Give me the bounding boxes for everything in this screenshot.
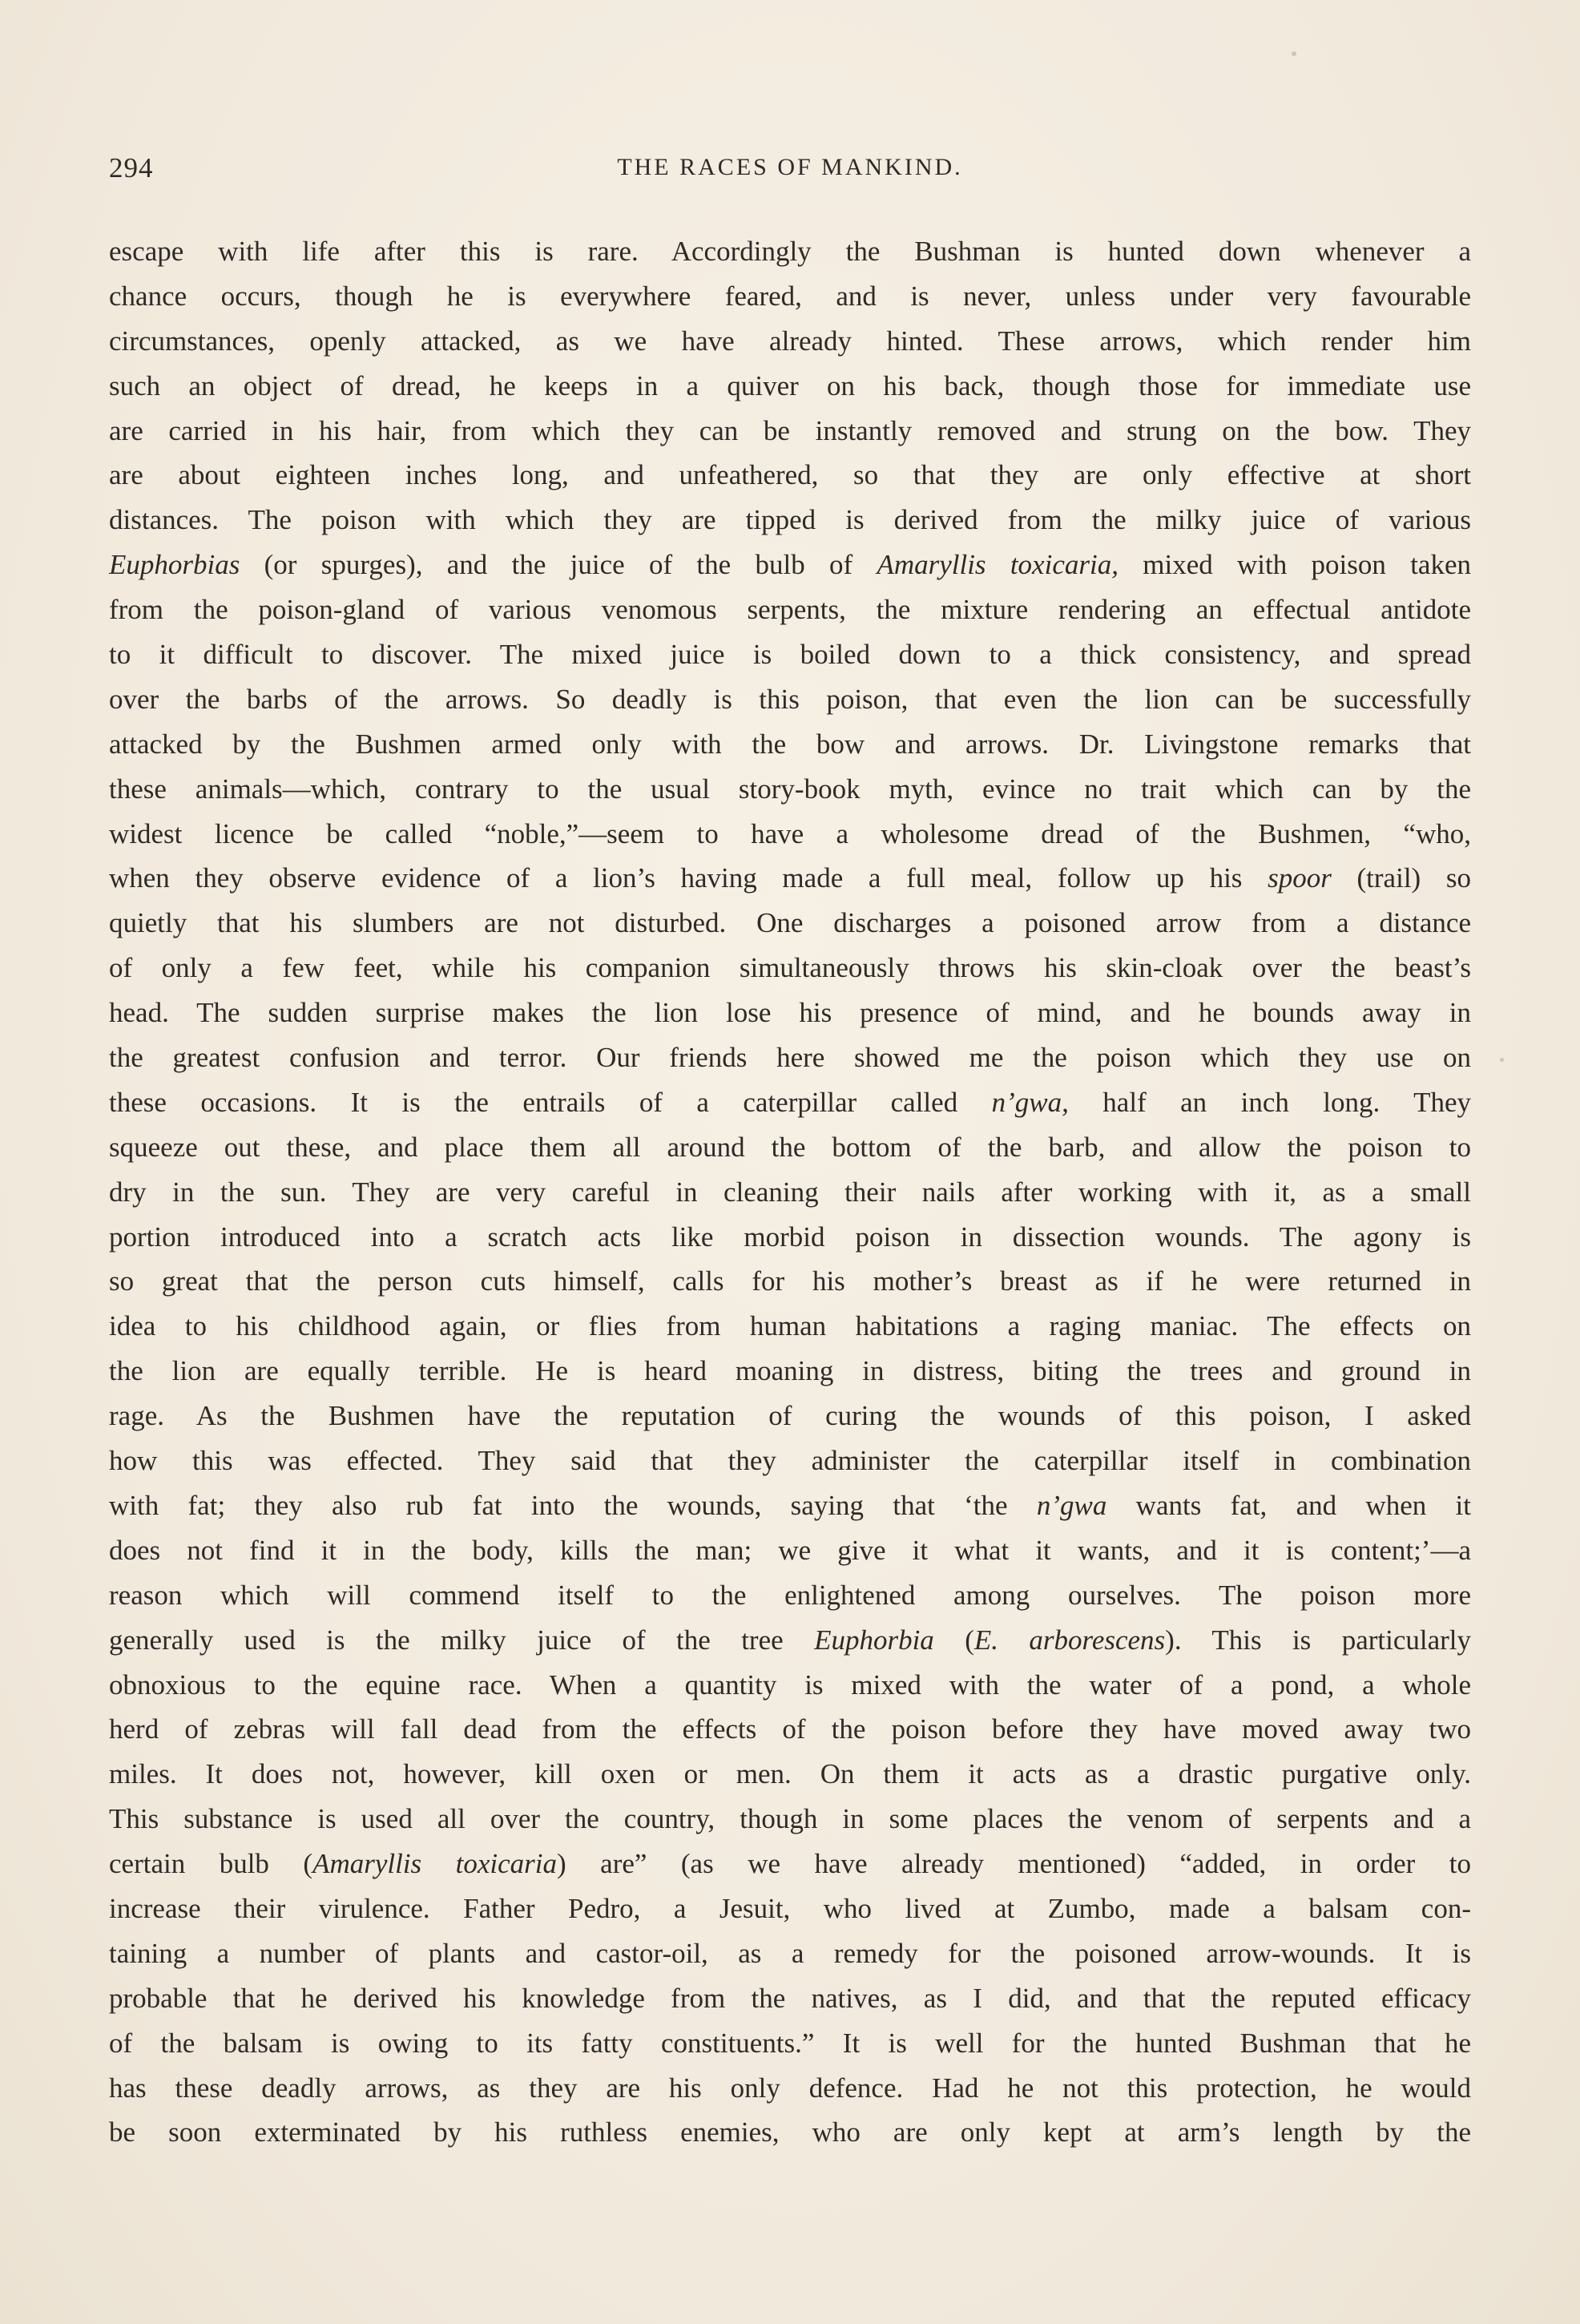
- text-segment: generally used is the milky juice of the tree: [109, 1624, 815, 1656]
- text-segment: be soon exterminated by his ruthless enemies, who are only kept at arm’s length by the: [109, 2116, 1471, 2148]
- text-segment: distances. The poison with which they are tipped is derived from the milky juice of various: [109, 504, 1471, 536]
- text-line: [109, 2066, 1471, 2111]
- text-line: [109, 1394, 1471, 1438]
- text-segment: when they observe evidence of a lion’s having made a full meal, follow up his: [109, 862, 1268, 894]
- text-line: [109, 1349, 1471, 1394]
- text-segment: does not find it in the body, kills the man; we give it what it wants, and it is content;’—a: [109, 1534, 1471, 1566]
- text-segment: to it difficult to discover. The mixed juice is boiled down to a thick consistency, and spread: [109, 639, 1471, 671]
- text-segment: are about eighteen inches long, and unfeathered, so that they are only effective at short: [109, 459, 1471, 491]
- text-segment: these occasions. It is the entrails of a caterpillar called: [109, 1086, 992, 1118]
- italic-term: spoor: [1268, 862, 1332, 894]
- text-segment: (trail) so: [1331, 862, 1471, 894]
- text-line: [109, 1259, 1471, 1304]
- text-line: [109, 812, 1471, 857]
- text-segment: taining a number of plants and castor-oil, as a remedy for the poisoned arrow-wounds. It is: [109, 1937, 1471, 1969]
- text-line: [109, 901, 1471, 946]
- text-line: [109, 1707, 1471, 1752]
- text-segment: so great that the person cuts himself, calls for his mother’s breast as if he were returned in: [109, 1265, 1471, 1297]
- text-segment: chance occurs, though he is everywhere feared, and is never, unless under very favourable: [109, 280, 1471, 312]
- text-segment: the greatest confusion and terror. Our friends here showed me the poison which they use on: [109, 1042, 1471, 1074]
- text-segment: widest licence be called “noble,”—seem to have a wholesome dread of the Bushmen, “who,: [109, 817, 1471, 849]
- text-line: [109, 274, 1471, 319]
- text-segment: mixed with poison taken: [1118, 549, 1471, 581]
- text-line: [109, 722, 1471, 767]
- text-segment: portion introduced into a scratch acts like morbid poison in dissection wounds. The agony is: [109, 1221, 1471, 1253]
- text-line: [109, 2110, 1471, 2155]
- paper-speck: [1292, 51, 1296, 56]
- text-segment: miles. It does not, however, kill oxen or men. On them it acts as a drastic purgative only.: [109, 1758, 1471, 1790]
- text-segment: of only a few feet, while his companion simultaneously throws his skin-cloak over the beast’s: [109, 952, 1471, 984]
- italic-term: n’gwa,: [991, 1086, 1069, 1118]
- text-segment: such an object of dread, he keeps in a quiver on his back, though those for immediate use: [109, 369, 1471, 401]
- text-line: [109, 1797, 1471, 1842]
- text-segment: herd of zebras will fall dead from the effects of the poison before they have moved away two: [109, 1713, 1471, 1745]
- text-line: [109, 1125, 1471, 1170]
- italic-term: E. arborescens: [973, 1624, 1166, 1656]
- text-line: [109, 1752, 1471, 1797]
- text-segment: (or spurges), and the juice of the bulb of: [240, 549, 877, 581]
- text-segment: quietly that his slumbers are not disturbed. One discharges a poisoned arrow from a distance: [109, 907, 1471, 939]
- text-line: [109, 319, 1471, 364]
- text-line: [109, 1886, 1471, 1931]
- text-line: [109, 677, 1471, 722]
- text-segment: the lion are equally terrible. He is heard moaning in distress, biting the trees and ground in: [109, 1355, 1471, 1387]
- text-segment: wants fat, and when it: [1106, 1489, 1471, 1521]
- text-line: [109, 1215, 1471, 1260]
- text-segment: (: [933, 1624, 974, 1656]
- text-line: [109, 1170, 1471, 1215]
- text-segment: increase their virulence. Father Pedro, a Jesuit, who lived at Zumbo, made a balsam con-: [109, 1892, 1471, 1924]
- text-segment: over the barbs of the arrows. So deadly is this poison, that even the lion can be successfully: [109, 683, 1471, 715]
- text-segment: how this was effected. They said that they administer the caterpillar itself in combination: [109, 1445, 1471, 1477]
- text-line: [109, 409, 1471, 454]
- text-line: [109, 1528, 1471, 1573]
- text-segment: obnoxious to the equine race. When a quantity is mixed with the water of a pond, a whole: [109, 1668, 1471, 1701]
- text-segment: head. The sudden surprise makes the lion lose his presence of mind, and he bounds away in: [109, 997, 1471, 1029]
- italic-term: Euphorbias: [109, 549, 240, 581]
- text-line: [109, 1080, 1471, 1125]
- text-segment: ) are” (as we have already mentioned) “added, in order to: [557, 1848, 1471, 1880]
- text-segment: of the balsam is owing to its fatty constituents.” It is well for the hunted Bushman that he: [109, 2027, 1471, 2059]
- text-line: [109, 1618, 1471, 1663]
- text-line: [109, 1304, 1471, 1349]
- text-segment: reason which will commend itself to the enlightened among ourselves. The poison more: [109, 1579, 1471, 1611]
- body-paragraph: [109, 229, 1471, 2155]
- text-segment: with fat; they also rub fat into the wounds, saying that ‘the: [109, 1489, 1037, 1521]
- text-segment: has these deadly arrows, as they are his only defence. Had he not this protection, he would: [109, 2072, 1471, 2104]
- text-segment: from the poison-gland of various venomous serpents, the mixture rendering an effectual antidote: [109, 594, 1471, 626]
- text-line: [109, 364, 1471, 409]
- text-segment: escape with life after this is rare. Accordingly the Bushman is hunted down whenever a: [109, 236, 1471, 267]
- text-segment: certain bulb (: [109, 1848, 313, 1880]
- text-line: [109, 1573, 1471, 1618]
- text-line: [109, 498, 1471, 543]
- text-line: [109, 1842, 1471, 1886]
- paper-speck: [1500, 1058, 1504, 1062]
- text-line: [109, 1976, 1471, 2021]
- text-segment: half an inch long. They: [1068, 1086, 1471, 1118]
- text-line: [109, 587, 1471, 632]
- text-segment: idea to his childhood again, or flies from human habitations a raging maniac. The effects on: [109, 1310, 1471, 1342]
- text-line: [109, 632, 1471, 677]
- text-line: [109, 453, 1471, 498]
- text-segment: these animals—which, contrary to the usual story-book myth, evince no trait which can by the: [109, 773, 1471, 805]
- text-line: [109, 1035, 1471, 1080]
- text-segment: are carried in his hair, from which they can be instantly removed and strung on the bow. They: [109, 414, 1471, 446]
- text-line: [109, 1931, 1471, 1976]
- italic-term: Amaryllis toxicaria,: [877, 549, 1118, 581]
- text-segment: rage. As the Bushmen have the reputation of curing the wounds of this poison, I asked: [109, 1400, 1471, 1432]
- text-line: [109, 1663, 1471, 1708]
- italic-term: n’gwa: [1036, 1489, 1107, 1521]
- text-line: [109, 229, 1471, 274]
- text-segment: dry in the sun. They are very careful in cleaning their nails after working with it, as a small: [109, 1176, 1471, 1208]
- italic-term: Amaryllis toxicaria: [312, 1848, 558, 1880]
- text-segment: ). This is particularly: [1165, 1624, 1472, 1656]
- text-segment: This substance is used all over the country, though in some places the venom of serpents and a: [109, 1803, 1471, 1835]
- page-number: 294: [109, 152, 154, 184]
- text-line: [109, 991, 1471, 1035]
- text-line: [109, 543, 1471, 587]
- text-line: [109, 767, 1471, 812]
- page-header: [109, 152, 1471, 192]
- text-line: [109, 946, 1471, 991]
- text-line: [109, 856, 1471, 901]
- text-line: [109, 1483, 1471, 1528]
- running-title: THE RACES OF MANKIND.: [617, 154, 963, 180]
- text-line: [109, 2021, 1471, 2066]
- text-segment: attacked by the Bushmen armed only with the bow and arrows. Dr. Livingstone remarks that: [109, 728, 1471, 760]
- text-segment: squeeze out these, and place them all around the bottom of the barb, and allow the poison to: [109, 1131, 1471, 1163]
- text-segment: probable that he derived his knowledge from the natives, as I did, and that the reputed efficacy: [109, 1982, 1471, 2014]
- text-segment: circumstances, openly attacked, as we have already hinted. These arrows, which render him: [109, 325, 1471, 357]
- italic-term: Euphorbia: [814, 1624, 934, 1656]
- text-line: [109, 1438, 1471, 1483]
